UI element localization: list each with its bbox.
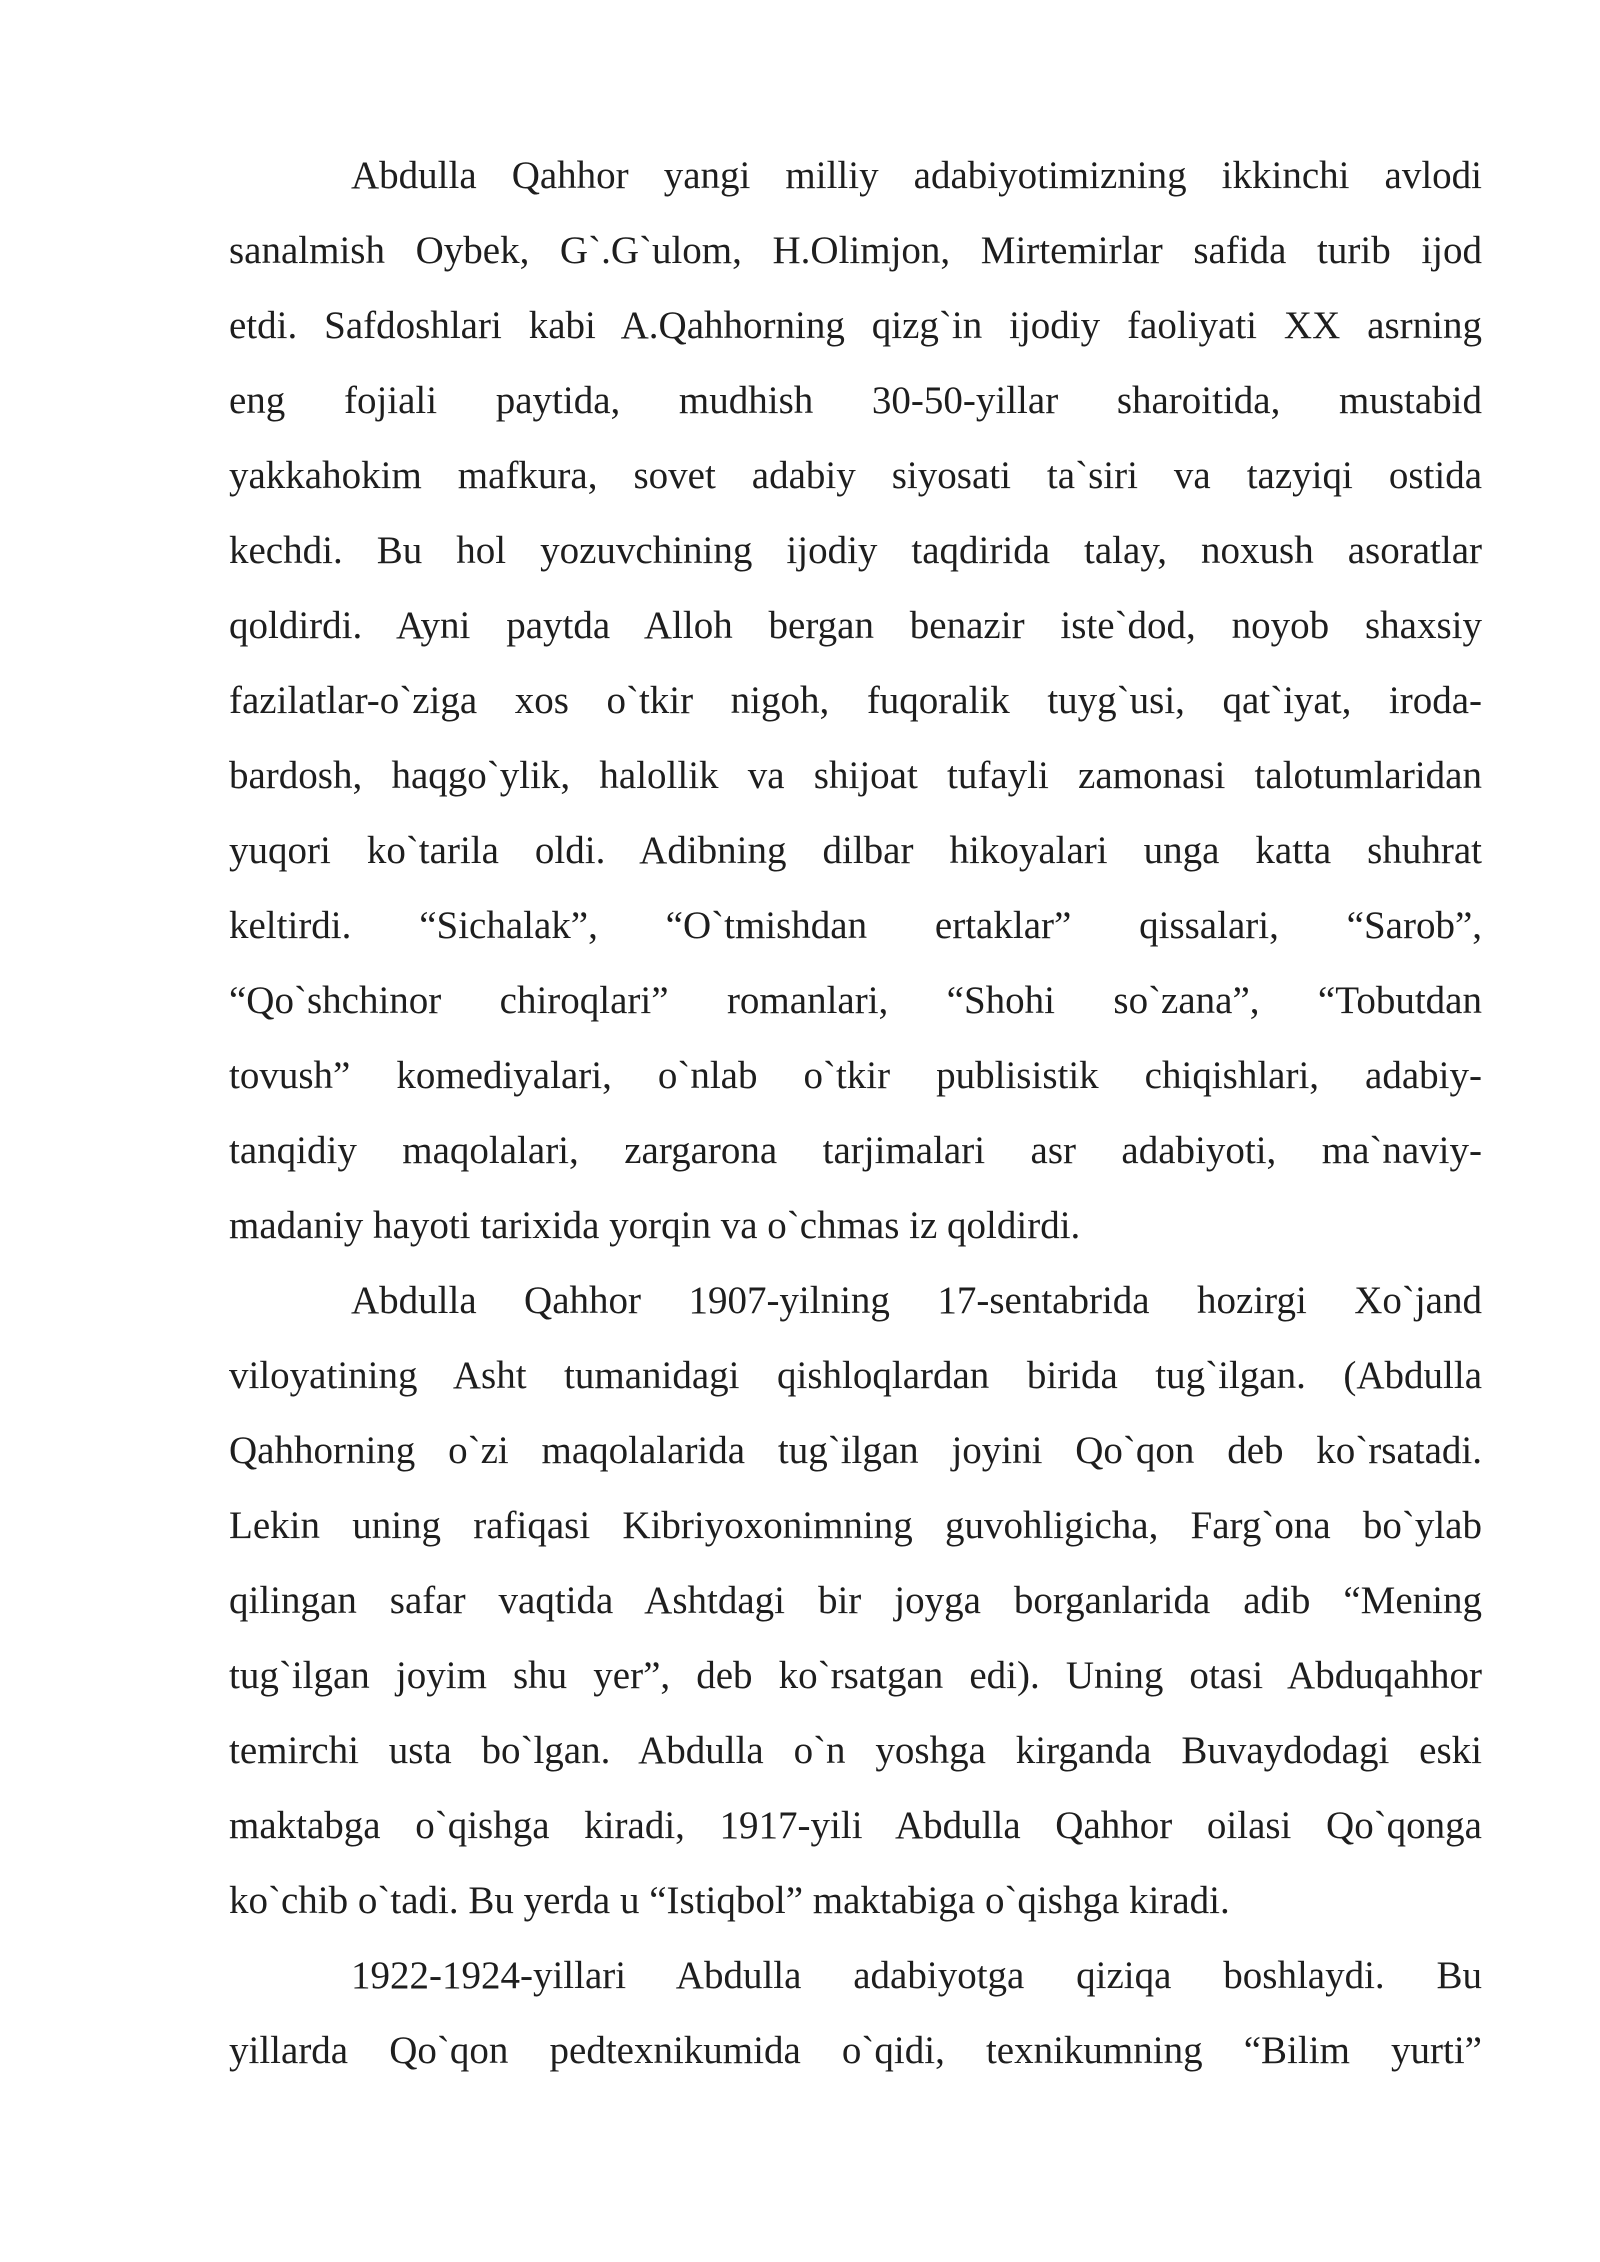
text-line: tanqidiy maqolalari, zargarona tarjimalari asr adabiyoti, ma`naviy- (229, 1129, 1482, 1172)
text-line: Abdulla Qahhor 1907-yilning 17-sentabrida hozirgi Xo`jand (351, 1279, 1482, 1322)
text-line: madaniy hayoti tarixida yorqin va o`chmas iz qoldirdi. (229, 1204, 1081, 1247)
text-line: “Qo`shchinor chiroqlari” romanlari, “Shohi so`zana”, “Tobutdan (229, 979, 1482, 1022)
text-line: temirchi usta bo`lgan. Abdulla o`n yoshga kirganda Buvaydodagi eski (229, 1729, 1482, 1772)
text-line: kechdi. Bu hol yozuvchining ijodiy taqdirida talay, noxush asoratlar (229, 529, 1482, 572)
paragraph-3 (229, 1938, 1482, 2088)
paragraph-2 (229, 1263, 1482, 1938)
text-line: viloyatining Asht tumanidagi qishloqlardan birida tug`ilgan. (Abdulla (229, 1354, 1482, 1397)
text-line: yuqori ko`tarila oldi. Adibning dilbar hikoyalari unga katta shuhrat (229, 829, 1482, 872)
text-line: yakkahokim mafkura, sovet adabiy siyosati ta`siri va tazyiqi ostida (229, 454, 1482, 497)
text-line: maktabga o`qishga kiradi, 1917-yili Abdulla Qahhor oilasi Qo`qonga (229, 1804, 1482, 1847)
text-line: keltirdi. “Sichalak”, “O`tmishdan ertaklar” qissalari, “Sarob”, (229, 904, 1482, 947)
text-line: tovush” komediyalari, o`nlab o`tkir publisistik chiqishlari, adabiy- (229, 1054, 1482, 1097)
text-line: Lekin uning rafiqasi Kibriyoxonimning guvohligicha, Farg`ona bo`ylab (229, 1504, 1482, 1547)
text-line: tug`ilgan joyim shu yer”, deb ko`rsatgan edi). Uning otasi Abduqahhor (229, 1654, 1482, 1697)
text-line: Qahhorning o`zi maqolalarida tug`ilgan joyini Qo`qon deb ko`rsatadi. (229, 1429, 1482, 1472)
text-line: sanalmish Oybek, G`.G`ulom, H.Olimjon, Mirtemirlar safida turib ijod (229, 229, 1482, 272)
text-line: eng fojiali paytida, mudhish 30-50-yillar sharoitida, mustabid (229, 379, 1482, 422)
text-line: qoldirdi. Ayni paytda Alloh bergan benazir iste`dod, noyob shaxsiy (229, 604, 1482, 647)
text-line: yillarda Qo`qon pedtexnikumida o`qidi, texnikumning “Bilim yurti” (229, 2029, 1482, 2072)
text-line: qilingan safar vaqtida Ashtdagi bir joyga borganlarida adib “Mening (229, 1579, 1482, 1622)
paragraph-1 (229, 138, 1482, 1263)
text-line: ko`chib o`tadi. Bu yerda u “Istiqbol” maktabiga o`qishga kiradi. (229, 1879, 1230, 1922)
text-line: fazilatlar-o`ziga xos o`tkir nigoh, fuqoralik tuyg`usi, qat`iyat, iroda- (229, 679, 1482, 722)
text-line: 1922-1924-yillari Abdulla adabiyotga qiziqa boshlaydi. Bu (351, 1954, 1482, 1997)
text-line: etdi. Safdoshlari kabi A.Qahhorning qizg`in ijodiy faoliyati XX asrning (229, 304, 1482, 347)
text-line: Abdulla Qahhor yangi milliy adabiyotimizning ikkinchi avlodi (351, 154, 1482, 197)
document-body (229, 138, 1482, 2088)
text-line: bardosh, haqgo`ylik, halollik va shijoat tufayli zamonasi talotumlaridan (229, 754, 1482, 797)
